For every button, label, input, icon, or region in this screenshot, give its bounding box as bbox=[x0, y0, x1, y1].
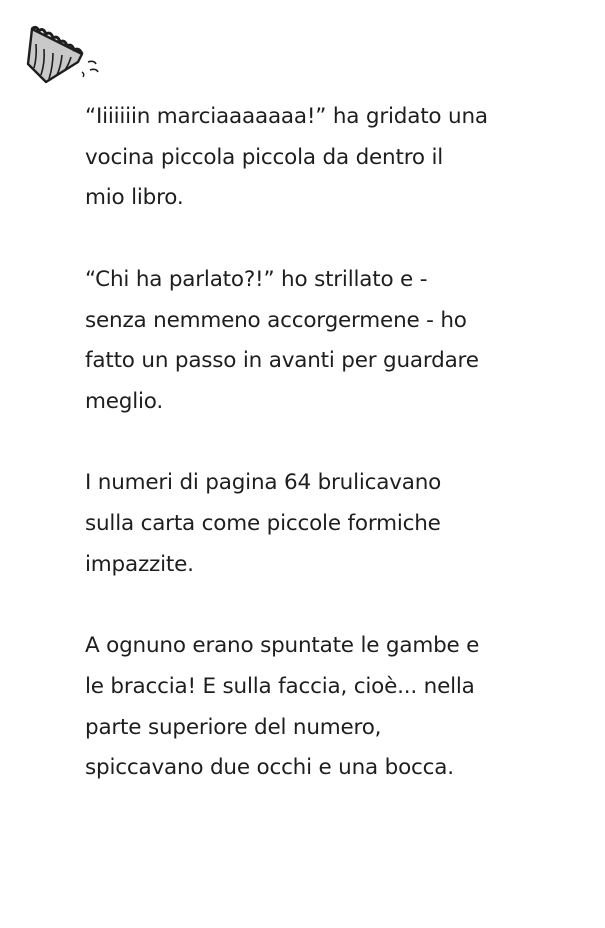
story-text bbox=[85, 97, 525, 789]
paper-cup-icon bbox=[24, 24, 104, 88]
paragraph: I numeri di pagina 64 brulicavano sulla carta come piccole formiche impazzite. bbox=[85, 470, 442, 577]
paragraph: “Chi ha parlato?!” ho strillato e - senza nemmeno accorgermene - ho fatto un passo in avanti per guardare meglio. bbox=[85, 266, 479, 414]
paragraph: “Iiiiiiin marciaaaaaaa!” ha gridato una vocina piccola piccola da dentro il mio libro. bbox=[85, 104, 488, 211]
paragraph: A ognuno erano spuntate le gambe e le braccia! E sulla faccia, cioè... nella parte superiore del numero, spiccavano due occhi e una bocca. bbox=[85, 633, 480, 781]
